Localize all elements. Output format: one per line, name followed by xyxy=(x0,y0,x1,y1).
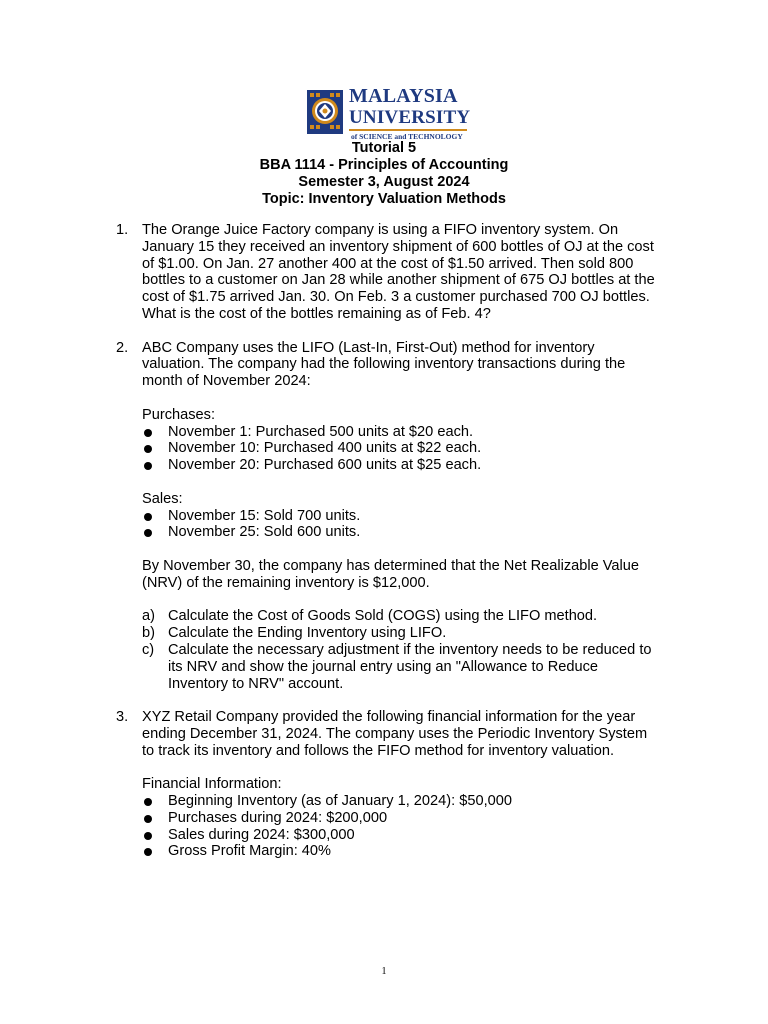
sub-question-a: a) Calculate the Cost of Goods Sold (COGS) using the LIFO method. xyxy=(142,608,598,625)
question-number: 2. xyxy=(116,339,129,356)
university-crest-icon xyxy=(305,86,345,140)
question-3 xyxy=(116,709,656,860)
logo-underline xyxy=(349,129,467,131)
question-number: 1. xyxy=(116,222,129,238)
nrv-statement: By November 30, the company has determined that the Net Realizable Value (NRV) of the remaining inventory is $12,000. xyxy=(142,557,640,591)
tutorial-title: Tutorial 5 xyxy=(351,140,417,156)
question-number: 3. xyxy=(116,709,129,726)
semester-line: Semester 3, August 2024 xyxy=(298,174,470,190)
logo-line-3: of SCIENCE and TECHNOLOGY xyxy=(351,132,463,141)
bullet-icon xyxy=(144,529,152,537)
bullet-icon xyxy=(144,815,152,823)
list-item: November 15: Sold 700 units. xyxy=(142,508,656,525)
university-logo xyxy=(305,85,471,141)
sub-question-c: c) Calculate the necessary adjustment if the inventory needs to be reduced to its NRV and show the journal entry using an "Allowance to Reduce Inventory to NRV" account. xyxy=(142,641,652,692)
list-item: November 25: Sold 600 units. xyxy=(142,524,656,541)
questions-body xyxy=(116,222,656,860)
sub-question-b: b) Calculate the Ending Inventory using LIFO. xyxy=(142,625,447,642)
list-item: November 10: Purchased 400 units at $22 each. xyxy=(142,440,656,457)
logo-line-1: MALAYSIA xyxy=(349,85,458,107)
list-item: Purchases during 2024: $200,000 xyxy=(142,810,656,827)
list-item: Sales during 2024: $300,000 xyxy=(142,827,656,844)
purchases-label: Purchases: xyxy=(142,406,216,423)
list-item: Gross Profit Margin: 40% xyxy=(142,843,656,860)
bullet-icon xyxy=(144,798,152,806)
page-number: 1 xyxy=(381,966,387,977)
bullet-icon xyxy=(144,429,152,437)
list-item: November 1: Purchased 500 units at $20 each. xyxy=(142,424,656,441)
question-text: The Orange Juice Factory company is using a FIFO inventory system. On January 15 they received an inventory shipment of 600 bottles of OJ at the cost of $1.00. On Jan. 27 another 400 at the cost of $1.50 arrived. Then sold 800 bottles to a customer on Jan 28 while another shipment of 675 OJ bottles at the cost of $1.75 arrived Jan. 30. On Feb. 3 a customer purchased 700 OJ bottles. What is the cost of the bottles remaining as of Feb. 4? xyxy=(142,222,655,322)
logo-wordmark xyxy=(349,86,469,141)
sales-label: Sales: xyxy=(142,490,183,507)
list-item: Beginning Inventory (as of January 1, 2024): $50,000 xyxy=(142,793,656,810)
bullet-icon xyxy=(144,445,152,453)
question-intro: ABC Company uses the LIFO (Last-In, First-Out) method for inventory valuation. The company had the following inventory transactions during the month of November 2024: xyxy=(142,339,626,390)
list-item: November 20: Purchased 600 units at $25 each. xyxy=(142,457,656,474)
question-2 xyxy=(116,340,656,693)
topic-line: Topic: Inventory Valuation Methods xyxy=(262,191,506,207)
course-title: BBA 1114 - Principles of Accounting xyxy=(259,157,509,173)
bullet-icon xyxy=(144,513,152,521)
bullet-icon xyxy=(144,832,152,840)
bullet-icon xyxy=(144,462,152,470)
logo-line-2: UNIVERSITY xyxy=(349,107,471,128)
document-header xyxy=(0,140,768,208)
question-1 xyxy=(116,222,656,323)
bullet-icon xyxy=(144,848,152,856)
financial-info-label: Financial Information: xyxy=(142,776,282,793)
question-intro: XYZ Retail Company provided the following financial information for the year ending December 31, 2024. The company uses the Periodic Inventory System to track its inventory and follows the FIFO method for inventory valuation. xyxy=(142,709,648,759)
